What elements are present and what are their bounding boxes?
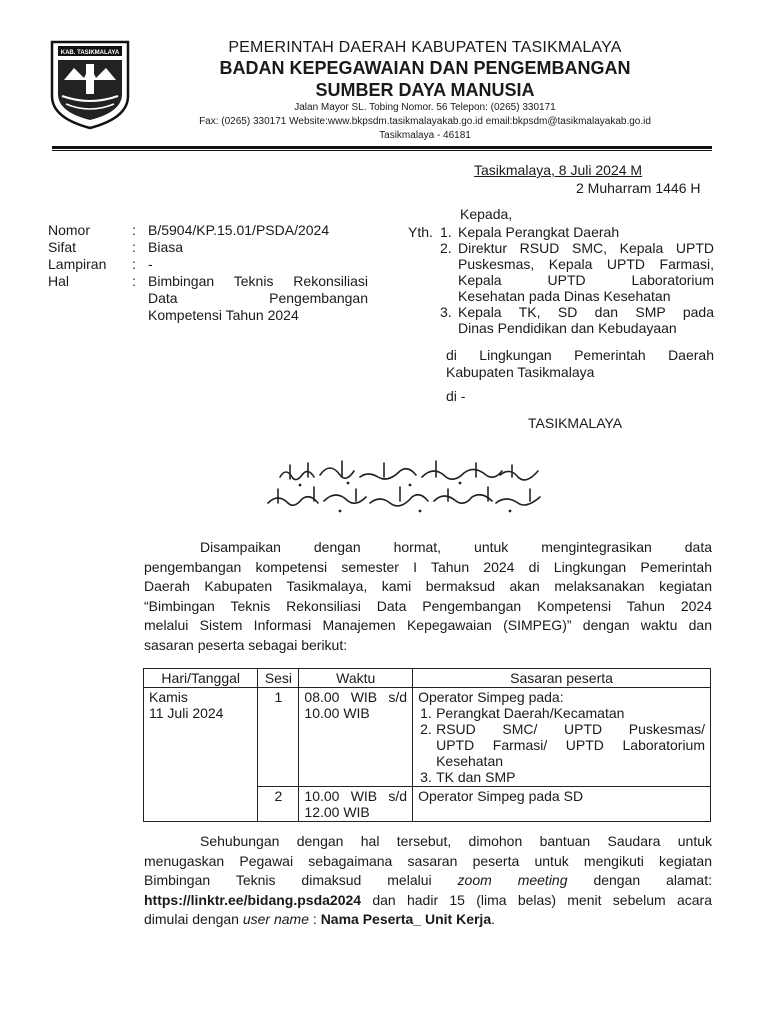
cell-hari-tanggal (144, 688, 258, 822)
recipient-item (440, 224, 714, 240)
body-line (144, 891, 712, 911)
cell-date: 11 Juli 2024 (149, 705, 224, 721)
cell-waktu-line: 12.00 WIB (304, 804, 370, 820)
recipient-city: TASIKMALAYA (528, 415, 623, 431)
cell-sasaran: Operator Simpeg pada SD (413, 787, 711, 822)
list-num: 3. (420, 769, 432, 785)
meta-label: Hal (48, 273, 70, 289)
header-hari-tanggal: Hari/Tanggal (144, 669, 258, 688)
list-text: UPTD Farmasi/ UPTD Laboratorium (436, 737, 705, 753)
letter-date-hijri: 2 Muharram 1446 H (576, 180, 701, 196)
letterhead-divider-thin (52, 150, 712, 151)
table-row (144, 688, 711, 787)
meta-value: B/5904/KP.15.01/PSDA/2024 (148, 222, 330, 238)
meta-label: Nomor (48, 222, 91, 238)
recipient-text: Kepala TK, SD dan SMP pada (458, 304, 714, 320)
cell-waktu (299, 787, 413, 822)
recipient-num: 1. (440, 224, 452, 240)
cell-waktu-line: 10.00 WIB (304, 705, 370, 721)
recipient-text: Dinas Pendidikan dan Kebudayaan (458, 320, 677, 336)
meta-lampiran (48, 256, 368, 273)
cell-waktu (299, 688, 413, 787)
list-text: Kesehatan (436, 753, 504, 769)
letterhead-agency-line1: BADAN KEPEGAWAIAN DAN PENGEMBANGAN (219, 58, 631, 78)
body-paragraph-2 (144, 832, 712, 930)
body-line (144, 910, 712, 930)
body-line: “Bimbingan Teknis Rekonsiliasi Data Pengembangan Kompetensi Tahun 2024 (144, 597, 712, 614)
recipient-num: 3. (440, 304, 452, 320)
recipient-location-line: Kabupaten Tasikmalaya (446, 364, 595, 380)
letter-meta (48, 222, 368, 324)
meta-label: Sifat (48, 239, 77, 255)
cell-sasaran (413, 688, 711, 787)
recipient-num: 2. (440, 240, 452, 256)
cell-sesi: 2 (258, 787, 299, 822)
body-text: dengan alamat: (593, 872, 712, 888)
letterhead-divider (52, 146, 712, 149)
body-text: . (491, 911, 495, 927)
meta-sifat (48, 239, 368, 256)
tasikmalaya-emblem-icon (48, 38, 132, 130)
meta-hal (48, 273, 368, 324)
body-text: Bimbingan Teknis dimaksud melalui (144, 872, 432, 888)
list-item (418, 705, 705, 721)
body-italic: user name (242, 911, 310, 927)
body-line: melalui Sistem Informasi Manajemen Kepegawaian (SIMPEG)” dengan waktu dan (144, 617, 712, 633)
body-text: dan hadir 15 (lima belas) menit sebelum acara (361, 891, 712, 908)
body-paragraph-1 (144, 538, 712, 655)
recipient-text: Direktur RSUD SMC, Kepala UPTD (458, 240, 714, 256)
header-sesi: Sesi (258, 669, 299, 688)
meta-nomor (48, 222, 368, 239)
recipient-text: Kepala UPTD Laboratorium (458, 272, 714, 288)
letterhead-city-zip: Tasikmalaya - 46181 (379, 130, 471, 141)
recipient-item (440, 304, 714, 336)
logo-text: KAB. TASIKMALAYA (60, 50, 120, 56)
recipient-location-line: di Lingkungan Pemerintah Daerah (446, 347, 714, 363)
recipient-di: di - (446, 388, 466, 404)
header-waktu: Waktu (299, 669, 413, 688)
body-line: Daerah Kabupaten Tasikmalaya, kami bermaksud akan melaksanakan kegiatan (144, 578, 712, 594)
recipient-list (440, 224, 714, 336)
letterhead-government: PEMERINTAH DAERAH KABUPATEN TASIKMALAYA (228, 39, 622, 56)
meta-value: Biasa (148, 239, 184, 255)
list-num: 2. (420, 721, 432, 737)
recipient-text: Kepala Perangkat Daerah (458, 224, 620, 240)
hal-line: Bimbingan Teknis Rekonsiliasi (148, 273, 368, 289)
table-header-row (144, 669, 711, 688)
recipient-location (446, 347, 714, 381)
cell-waktu-line: 08.00 WIB s/d (304, 689, 408, 705)
hal-line: Kompetensi Tahun 2024 (148, 307, 299, 323)
list-text: Perangkat Daerah/Kecamatan (436, 705, 625, 721)
arabic-greeting-calligraphy-icon (250, 455, 570, 517)
recipient-text: Puskesmas, Kepala UPTD Farmasi, (458, 256, 714, 272)
body-bold: Nama Peserta_ Unit Kerja (320, 911, 492, 927)
body-italic: zoom meeting (457, 872, 568, 888)
letter-date-gregorian: Tasikmalaya, 8 Juli 2024 M (474, 162, 643, 178)
list-item (418, 769, 705, 785)
meta-colon: : (132, 273, 136, 289)
cell-waktu-line: 10.00 WIB s/d (304, 788, 408, 804)
body-line: sasaran peserta sebagai berikut: (144, 636, 348, 653)
recipient-yth: Yth. (408, 224, 433, 240)
letterhead-address: Jalan Mayor SL. Tobing Nomor. 56 Telepon: (0265) 330171 (294, 102, 556, 113)
recipient-item (440, 240, 714, 304)
list-item (418, 721, 705, 769)
meta-value (148, 273, 368, 324)
body-line: Sehubungan dengan hal tersebut, dimohon bantuan Saudara untuk (200, 833, 712, 849)
meta-value: - (148, 256, 153, 272)
letterhead-contact: Fax: (0265) 330171 Website:www.bkpsdm.tasikmalayakab.go.id email:bkpsdm@tasikmalayakab.go.id (199, 116, 651, 127)
sasaran-list (418, 705, 705, 785)
body-line: pengembangan kompetensi semester I Tahun 2024 di Lingkungan Pemerintah (144, 558, 712, 575)
body-line: menugaskan Pegawai sebagaimana sasaran peserta untuk mengikuti kegiatan (144, 852, 712, 869)
hal-line: Data Pengembangan (148, 290, 368, 306)
list-text: TK dan SMP (436, 769, 516, 785)
zoom-link[interactable]: https://linktr.ee/bidang.psda2024 (144, 891, 362, 908)
meta-colon: : (132, 222, 136, 238)
schedule-table (143, 668, 711, 822)
recipient-text: Kesehatan pada Dinas Kesehatan (458, 288, 671, 304)
body-line (144, 871, 712, 891)
letterhead (150, 38, 700, 143)
cell-day: Kamis (149, 689, 188, 705)
body-text: dimulai dengan (144, 911, 243, 927)
cell-sesi: 1 (258, 688, 299, 787)
header-sasaran: Sasaran peserta (413, 669, 711, 688)
meta-colon: : (132, 256, 136, 272)
body-line: Disampaikan dengan hormat, untuk mengintegrasikan data (200, 539, 712, 555)
letterhead-agency-line2: SUMBER DAYA MANUSIA (315, 80, 535, 100)
cell-sasaran-title: Operator Simpeg pada: (418, 689, 564, 705)
list-text: RSUD SMC/ UPTD Puskesmas/ (436, 721, 705, 737)
recipient-kepada: Kepada, (460, 206, 513, 222)
meta-label: Lampiran (48, 256, 107, 272)
body-text: : (309, 911, 321, 927)
meta-colon: : (132, 239, 136, 255)
list-num: 1. (420, 705, 432, 721)
